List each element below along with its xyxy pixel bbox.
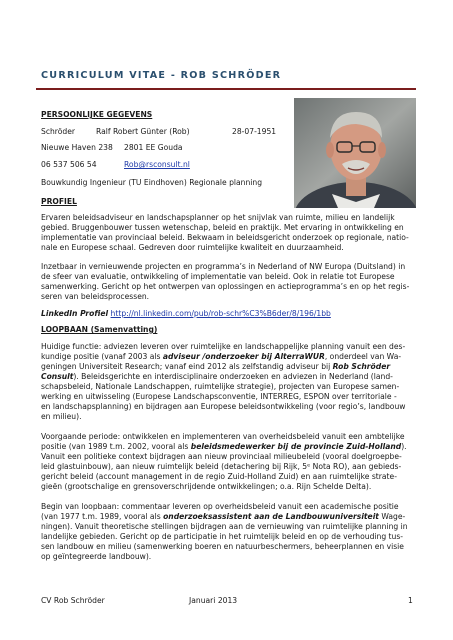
career-line: schapsbeleid, Nationale Landschappen, ruimtelijke strategie), projecten van Europese samen- (41, 382, 400, 391)
career-text: kundige positie (vanaf 2003 als (41, 352, 163, 361)
phone: 06 537 506 54 (41, 160, 97, 169)
profile-line: implementatie van provinciaal beleid. Bekwaam in beleidsgericht onderzoek op regionale, natio- (41, 233, 409, 242)
career-text: ). (401, 442, 407, 451)
career-text: positie (van 1989 t.m. 2002, vooral als (41, 442, 191, 451)
career-emphasis: onderzoeksassistent aan de Landbouwuniversiteit (163, 512, 379, 521)
education: Bouwkundig Ingenieur (TU Eindhoven) Regionale planning (41, 178, 263, 187)
career-line (41, 372, 393, 382)
career-line: Vanuit een politieke context bijdragen aan nieuw provinciaal milieubeleid (vooral doelgroepbe- (41, 452, 402, 461)
document-title: CURRICULUM VITAE - ROB SCHRÖDER (41, 70, 282, 81)
career-text: (van 1977 t.m. 1989, vooral als (41, 512, 164, 521)
career-line: werking en uitwisseling (Europese Landschapsconventie, INTERREG, ESPON over territoriale - (41, 392, 397, 401)
career-line: op geïntegreerde landbouw). (41, 552, 152, 561)
profile-line: Ervaren beleidsadviseur en landschapsplanner op het snijvlak van ruimte, milieu en landelijk (41, 213, 395, 222)
title-divider (36, 88, 416, 90)
footer-date: Januari 2013 (189, 596, 238, 605)
career-heading: LOOPBAAN (Samenvatting) (41, 325, 158, 334)
personal-heading: PERSOONLIJKE GEGEVENS (41, 110, 153, 119)
career-line (41, 512, 405, 522)
given-names: Ralf Robert Günter (Rob) (96, 127, 190, 136)
linkedin-label: LinkedIn Profiel (41, 309, 109, 318)
profile-line: Inzetbaar in vernieuwende projecten en programma’s in Nederland of NW Europa (Duitsland) in (41, 262, 406, 271)
career-line (41, 352, 401, 362)
birthdate: 28-07-1951 (232, 127, 277, 136)
profile-line: seren van beleidsprocessen. (41, 292, 150, 301)
career-line: en landschapsplanning) en bijdragen aan Europese beleidsontwikkeling (voor regio’s, landbouw (41, 402, 406, 411)
career-line: Huidige functie: adviezen leveren over ruimtelijke en landschappelijke planning vanuit een des- (41, 342, 406, 351)
page-number: 1 (408, 596, 413, 605)
career-line: Voorgaande periode: ontwikkelen en implementeren van overheidsbeleid vanuit een ambtelijke (41, 432, 405, 441)
career-text: Wage- (378, 512, 406, 521)
email-link[interactable]: Rob@rsconsult.nl (124, 160, 190, 169)
footer-name: CV Rob Schröder (41, 596, 105, 605)
surname: Schröder (41, 127, 76, 136)
career-text: , onderdeel van Wa- (324, 352, 402, 361)
career-line: sen landbouw en milieu (samenwerking boeren en natuurbeschermers, beheerplannen en visie (41, 542, 404, 551)
career-emphasis: adviseur /onderzoeker bij AlterraWUR (162, 352, 325, 361)
career-line: gieën (grootschalige en grensoverschrijdende ontwikkelingen; o.a. Rijn Schelde Delta). (41, 482, 372, 491)
career-emphasis: Rob Schröder (332, 362, 391, 371)
profile-heading: PROFIEL (41, 197, 77, 206)
profile-line: samenwerking. Gericht op het ontwerpen van oplossingen en actieprogramma’s en op het regis- (41, 282, 410, 291)
career-line (41, 442, 407, 452)
career-line: Begin van loopbaan: commentaar leveren op overheidsbeleid vanuit een academische positie (41, 502, 399, 511)
profile-line: de sfeer van evaluatie, ontwikkeling of implementatie van beleid. Ook in relatie tot Europese (41, 272, 395, 281)
career-emphasis: beleidsmedewerker bij de provincie Zuid-Holland (190, 442, 402, 451)
linkedin-link[interactable]: http://nl.linkedin.com/pub/rob-schr%C3%B6der/8/196/1bb (110, 309, 331, 318)
street: Nieuwe Haven 238 (41, 143, 113, 152)
career-line (41, 362, 390, 372)
career-line: landelijke gebieden. Gericht op de participatie in het ruimtelijk beleid en op de verhouding tus- (41, 532, 404, 541)
career-text: ). Beleidsgerichte en interdisciplinaire onderzoeken en adviezen in Nederland (land- (73, 372, 393, 381)
career-emphasis: Consult (41, 372, 74, 381)
career-line: ningen). Vanuit theoretische stellingen bijdragen aan de vernieuwing van ruimtelijke planning in (41, 522, 408, 531)
profile-line: gebied. Bruggenbouwer tussen wetenschap, beleid en praktijk. Met ervaring in ontwikkeling en (41, 223, 404, 232)
profile-photo (294, 98, 416, 208)
career-line: en milieu). (41, 412, 82, 421)
linkedin-row (41, 309, 331, 319)
profile-line: nale en Europese schaal. Gedreven door ruimtelijke kwaliteit en duurzaamheid. (41, 243, 344, 252)
career-line: gericht beleid (account management in de regio Zuid-Holland Zuid) en aan ruimtelijke strate- (41, 472, 397, 481)
career-line: leid glastuinbouw), aan nieuw ruimtelijk beleid (detachering bij Rijk, 5ᵉ Nota RO), aan gebieds- (41, 462, 402, 471)
city: 2801 EE Gouda (124, 143, 183, 152)
career-text: geningen Universiteit Research; vanaf eind 2012 als zelfstandig adviseur bij (41, 362, 333, 371)
